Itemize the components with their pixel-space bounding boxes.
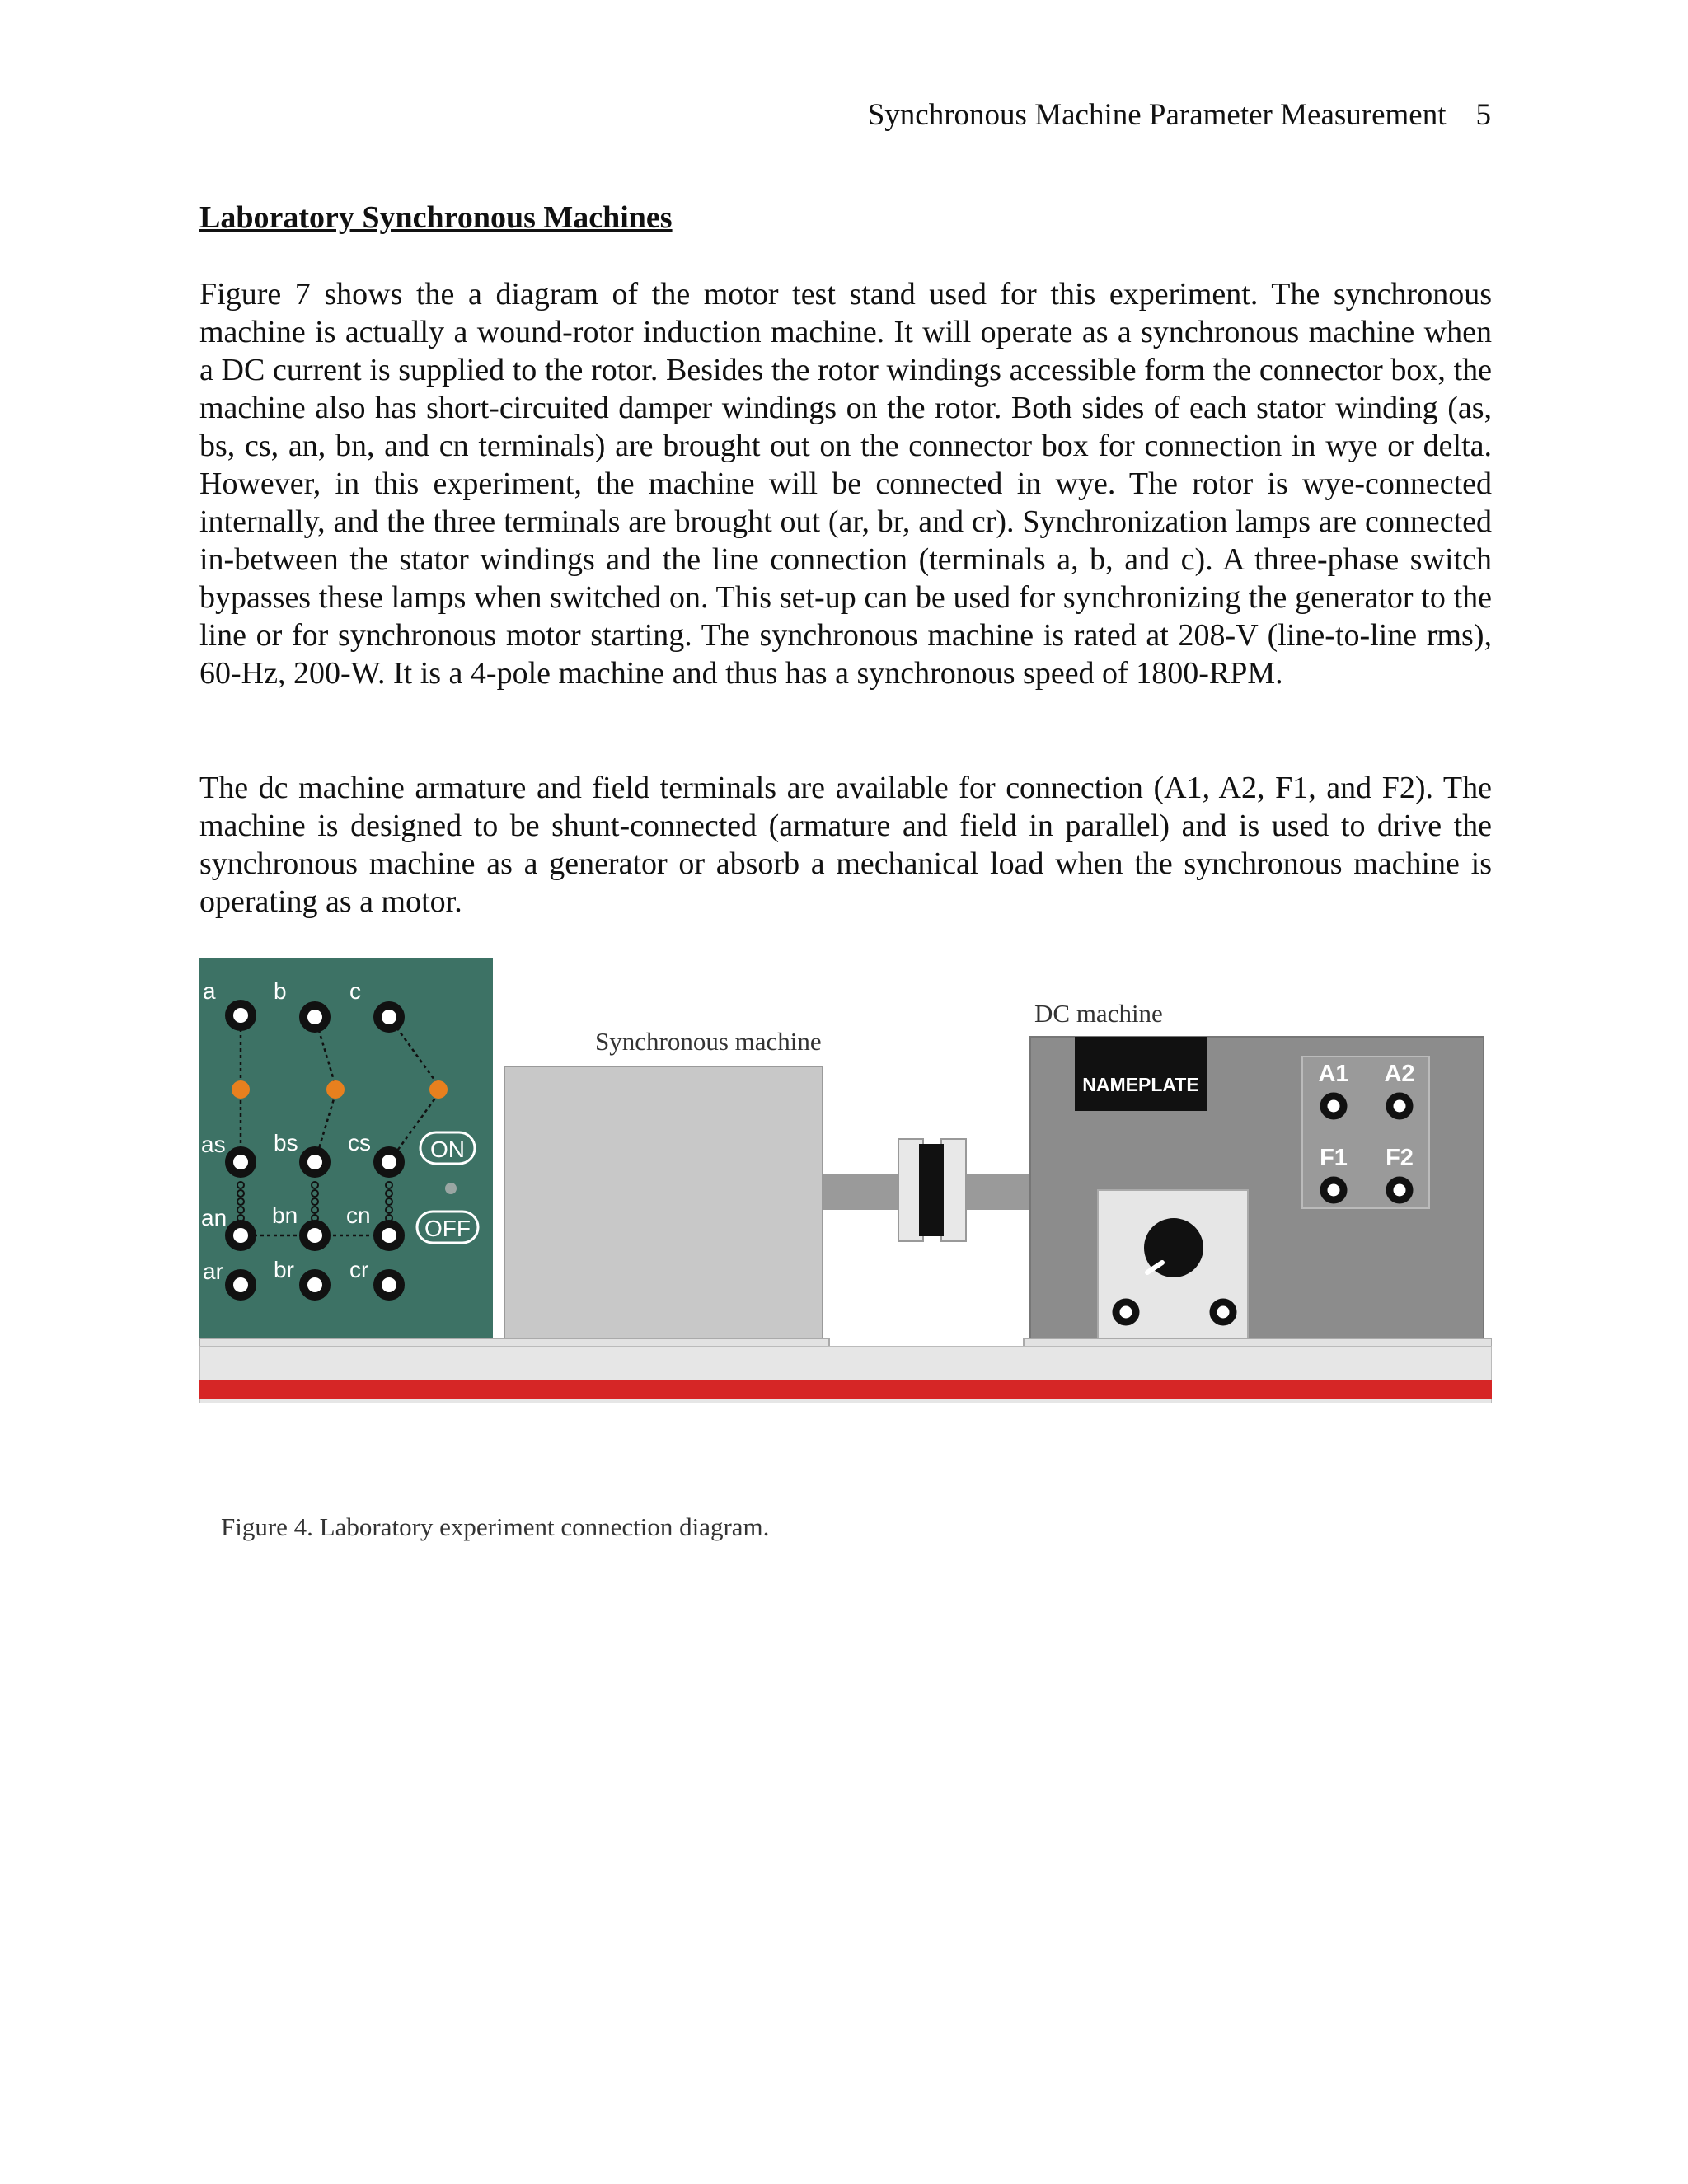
switch-on-label: ON (430, 1137, 465, 1162)
sync-lamp (326, 1080, 345, 1099)
shaft-coupling (898, 1139, 966, 1241)
label-A1: A1 (1318, 1061, 1349, 1087)
control-terminal-left[interactable] (1116, 1302, 1136, 1322)
terminal-bn[interactable] (303, 1224, 326, 1247)
label-cn: cn (346, 1202, 371, 1228)
terminal-F2[interactable] (1390, 1180, 1409, 1200)
terminal-F1[interactable] (1324, 1180, 1343, 1200)
sync-machine-label: Synchronous machine (595, 1027, 822, 1056)
sync-lamp (429, 1080, 448, 1099)
shaft-left (823, 1174, 905, 1210)
terminal-a[interactable] (229, 1004, 252, 1027)
label-cr: cr (349, 1257, 369, 1282)
label-an: an (201, 1205, 227, 1230)
rail-stripe (199, 1380, 1492, 1399)
nameplate-text: NAMEPLATE (1082, 1074, 1199, 1095)
figure-connection-diagram (199, 958, 1492, 1403)
figure-caption: Figure 4. Laboratory experiment connection diagram. (221, 1512, 770, 1541)
dc-mount-plate (1024, 1338, 1492, 1347)
terminal-br[interactable] (303, 1273, 326, 1296)
terminal-ar[interactable] (229, 1273, 252, 1296)
page-number: 5 (1475, 98, 1491, 132)
terminal-A1[interactable] (1324, 1096, 1343, 1116)
label-a: a (203, 978, 216, 1004)
label-bs: bs (274, 1130, 298, 1155)
terminal-bs[interactable] (303, 1151, 326, 1174)
terminal-c[interactable] (377, 1005, 401, 1029)
switch-indicator (445, 1183, 457, 1194)
label-F1: F1 (1320, 1145, 1348, 1171)
terminal-cn[interactable] (377, 1224, 401, 1247)
label-A2: A2 (1384, 1061, 1415, 1087)
label-ar: ar (203, 1258, 223, 1284)
paragraph-dc-machine: The dc machine armature and field terminals are available for connection (A1, A2, F1, and F2). The machine is designed to be shunt-connected (armature and field in parallel) and is used to drive the synchronous machine as a generator or absorb a mechanical load when the synchronous machine is operating as a motor. (199, 771, 1492, 919)
label-as: as (201, 1132, 226, 1157)
label-bn: bn (272, 1202, 298, 1228)
switch-off-label: OFF (424, 1216, 471, 1241)
paragraph-synchronous-machine: Figure 7 shows the a diagram of the motor test stand used for this experiment. The synchronous machine is actually a wound-rotor induction machine. It will operate as a synchronous machine when a DC current is supplied to the rotor. Besides the rotor windings accessible form the connector box, the machine also has short-circuited damper windings on the rotor. Both sides of each stator winding (as, bs, cs, an, bn, and cn terminals) are brought out on the connector box for connection in wye or delta. However, in this experiment, the machine will be connected in wye. The rotor is wye-connected internally, and the three terminals are brought out (ar, br, and cr). Synchronization lamps are connected in-between the stator windings and the line connection (terminals a, b, and c). A three-phase switch bypasses these lamps when switched on. This set-up can be used for synchronizing the generator to the line or for synchronous motor starting. The synchronous machine is rated at 208-V (line-to-line rms), 60-Hz, 200-W. It is a 4-pole machine and thus has a synchronous speed of 1800-RPM. (199, 277, 1492, 691)
label-cs: cs (348, 1130, 371, 1155)
figure-svg (199, 958, 1492, 1403)
section-title: Laboratory Synchronous Machines (199, 200, 673, 235)
sync-lamp (232, 1080, 250, 1099)
label-b: b (274, 978, 287, 1004)
control-terminal-right[interactable] (1213, 1302, 1233, 1322)
terminal-as[interactable] (229, 1151, 252, 1174)
terminal-b[interactable] (303, 1005, 326, 1029)
shaft-right (964, 1174, 1030, 1210)
sync-machine-body (504, 1066, 823, 1338)
header-title: Synchronous Machine Parameter Measurement (867, 98, 1447, 132)
terminal-cr[interactable] (377, 1273, 401, 1296)
terminal-A2[interactable] (1390, 1096, 1409, 1116)
label-F2: F2 (1386, 1145, 1414, 1171)
dc-machine-label: DC machine (1034, 999, 1163, 1028)
label-br: br (274, 1257, 294, 1282)
sync-mount-plate (199, 1338, 829, 1347)
running-header (0, 97, 1491, 134)
label-c: c (349, 978, 361, 1004)
terminal-an[interactable] (229, 1224, 252, 1247)
terminal-cs[interactable] (377, 1151, 401, 1174)
